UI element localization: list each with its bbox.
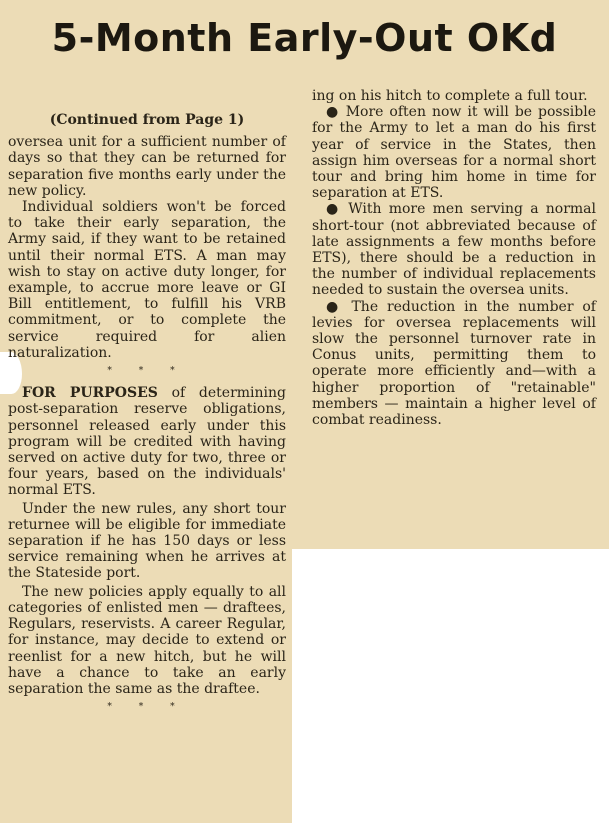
end-separator: * * *	[107, 702, 187, 713]
headline: 5-Month Early-Out OKd	[51, 16, 558, 60]
paragraph: Under the new rules, any short tour returnee will be eligible for immediate separation if he has 150 days or less service remaining when he arrives at the Stateside port.	[8, 500, 286, 582]
purposes-lead: FOR PURPOSES	[22, 385, 158, 402]
bullet-paragraph: ● With more men serving a normal short-tour (not abbreviated because of late assignments a few months before ETS), there should be a reduction in the number of individual replacements needed to sustain the oversea units.	[312, 201, 596, 298]
right-column	[312, 88, 596, 428]
bullet-paragraph: ● The reduction in the number of levies for oversea replacements will slow the personnel turnover rate in Conus units, permitting them to operate more efficiently and—with a higher proportion of "retainable" members — maintain a higher level of combat readiness.	[312, 299, 596, 429]
section-separator: * * *	[107, 366, 187, 377]
paragraph: ing on his hitch to complete a full tour.	[312, 88, 588, 104]
purposes-text: of determining post-separation reserve obligations, personnel released early under this program will be credited with having served on active duty for two, three or four years, based on the individuals' normal ETS.	[8, 385, 287, 499]
paragraph: oversea unit for a sufficient number of days so that they can be returned for separation five months early under the new policy.	[8, 134, 286, 199]
bullet-paragraph: ● More often now it will be possible for the Army to let a man do his first year of service in the States, then assign him overseas for a normal short tour and bring him home in time for separation at ETS.	[312, 104, 596, 201]
paragraph: Individual soldiers won't be forced to take their early separation, the Army said, if they want to be retained until their normal ETS. A man may wish to stay on active duty longer, for example, to accrue more leave or GI Bill entitlement, to fulfill his VRB commitment, or to complete the service required for alien naturalization.	[8, 199, 286, 361]
continued-note: (Continued from Page 1)	[49, 112, 245, 128]
left-column	[8, 112, 286, 721]
paragraph: The new policies apply equally to all categories of enlisted men — draftees, Regulars, reservists. A career Regular, for instance, may decide to extend or reenlist for a new hitch, but he will have a chance to take an early separation the same as the draftee.	[8, 583, 286, 697]
paragraph-purposes	[8, 385, 286, 498]
